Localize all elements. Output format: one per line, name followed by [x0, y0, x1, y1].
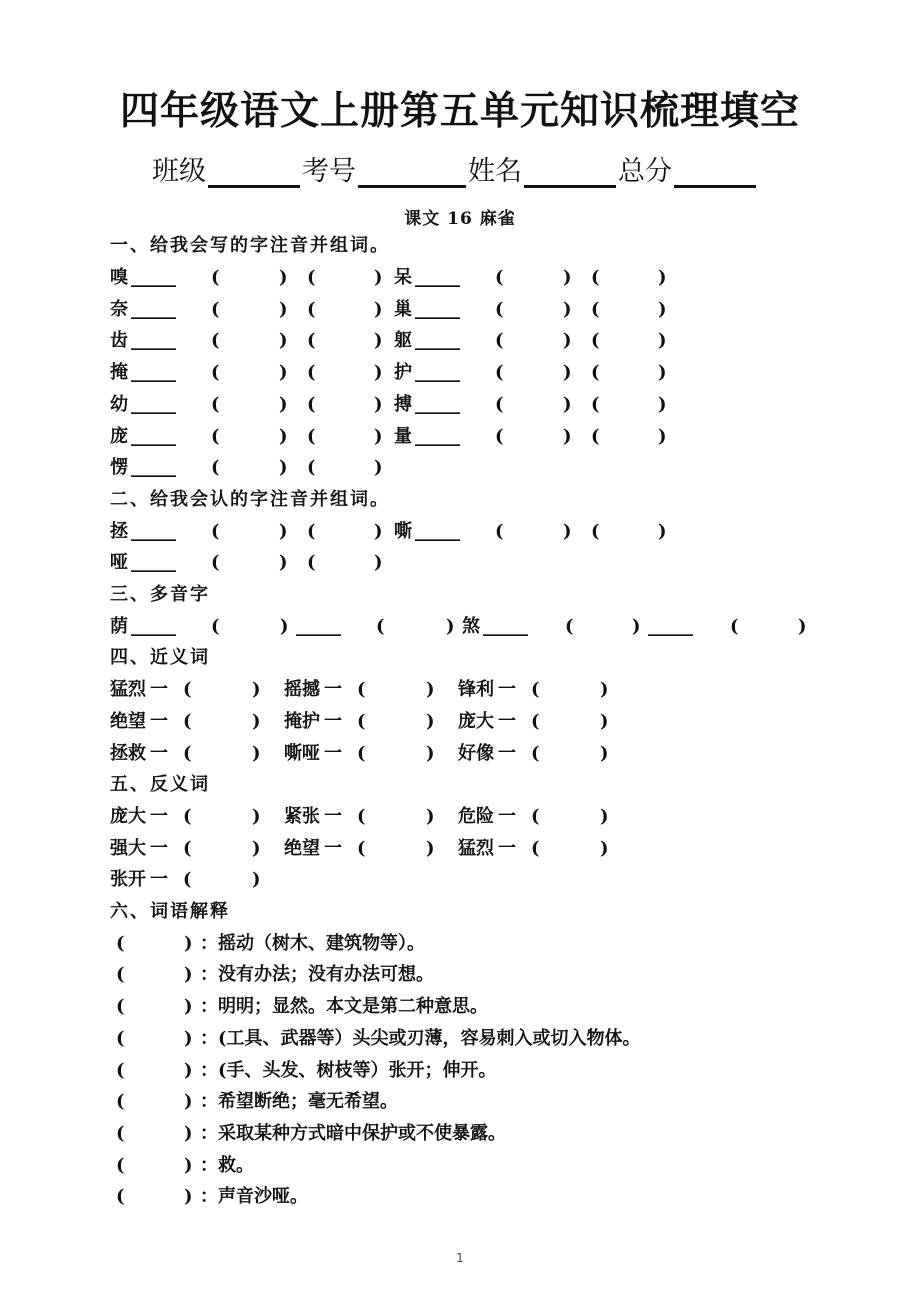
answer-blank-open[interactable]: ( — [531, 805, 540, 827]
character: 奈 — [110, 298, 128, 320]
answer-blank-open[interactable]: ( — [357, 805, 366, 827]
term-blank-open[interactable]: ( — [116, 1186, 125, 1208]
word-blank-close[interactable]: ) — [374, 520, 383, 542]
section-title: 三、多音字 — [110, 584, 210, 605]
word: 锋利 — [458, 679, 494, 701]
answer-blank-open[interactable]: ( — [531, 679, 540, 701]
answer-blank-open[interactable]: ( — [357, 679, 366, 701]
word-blank-open[interactable]: ( — [307, 520, 316, 542]
answer-blank-open[interactable]: ( — [357, 742, 366, 764]
name-label: 姓名 — [468, 156, 522, 187]
class-blank[interactable] — [208, 155, 300, 188]
answer-blank-close[interactable]: ) — [252, 710, 261, 732]
character: 躯 — [394, 330, 412, 352]
answer-blank-open[interactable]: ( — [183, 710, 192, 732]
word-blank-close[interactable]: ) — [563, 393, 572, 415]
exam-number-blank[interactable] — [358, 155, 466, 188]
word-blank-open[interactable]: ( — [211, 393, 220, 415]
answer-blank-open[interactable]: ( — [183, 869, 192, 891]
word-blank-close[interactable]: ) — [279, 393, 288, 415]
character: 巢 — [394, 298, 412, 320]
character: 护 — [394, 362, 412, 384]
term-blank-close[interactable]: ) — [184, 1027, 193, 1049]
word-blank-open[interactable]: ( — [495, 267, 504, 288]
answer-blank-open[interactable]: ( — [183, 805, 192, 827]
page-number: 1 — [456, 1251, 464, 1265]
answer-blank-close[interactable]: ) — [600, 805, 609, 827]
word-blank-close[interactable]: ) — [563, 298, 572, 320]
dash: 一 — [324, 710, 342, 732]
answer-blank-open[interactable]: ( — [357, 710, 366, 732]
word-blank-open[interactable]: ( — [591, 393, 600, 415]
total-score-label: 总分 — [618, 156, 672, 187]
character: 荫 — [110, 615, 128, 637]
word-blank-close[interactable]: ) — [658, 330, 667, 352]
pinyin-blank[interactable]: _____ — [131, 552, 176, 574]
pinyin-blank[interactable]: _____ — [415, 520, 460, 542]
character: 搏 — [394, 393, 412, 415]
definition-text: ：救。 — [200, 1154, 254, 1176]
word-blank-close[interactable]: ) — [563, 330, 572, 352]
name-blank[interactable] — [524, 155, 616, 188]
word: 张开 — [110, 869, 146, 891]
word: 紧张 — [284, 805, 320, 827]
word-blank-close[interactable]: ) — [563, 267, 572, 288]
dash: 一 — [498, 805, 516, 827]
pinyin-blank[interactable]: _____ — [415, 267, 460, 288]
word-blank-open[interactable]: ( — [495, 330, 504, 352]
word-blank-open[interactable]: ( — [307, 425, 316, 447]
word-blank-close[interactable]: ) — [374, 552, 383, 574]
word-blank-close[interactable]: ) — [279, 520, 288, 542]
class-label: 班级 — [152, 156, 206, 187]
pinyin-blank[interactable]: _____ — [296, 615, 341, 637]
word-blank-open[interactable]: ( — [591, 362, 600, 384]
pinyin-blank[interactable]: _____ — [415, 393, 460, 415]
word: 强大 — [110, 837, 146, 859]
page-title: 四年级语文上册第五单元知识梳理填空 — [119, 89, 800, 134]
answer-blank-close[interactable]: ) — [426, 710, 435, 732]
term-blank-open[interactable]: ( — [116, 932, 125, 954]
definition-text: ：声音沙哑。 — [200, 1186, 308, 1208]
word: 摇撼 — [284, 679, 320, 701]
term-blank-close[interactable]: ) — [184, 964, 193, 986]
word-blank-open[interactable]: ( — [591, 298, 600, 320]
character: 齿 — [110, 330, 128, 352]
word-blank-open[interactable]: ( — [591, 267, 600, 288]
character: 庞 — [110, 425, 128, 447]
dash: 一 — [324, 837, 342, 859]
answer-blank-close[interactable]: ) — [252, 679, 261, 701]
word: 庞大 — [458, 710, 494, 732]
definition-text: ：(手、头发、树枝等）张开；伸开。 — [200, 1059, 497, 1081]
term-blank-close[interactable]: ) — [184, 1186, 193, 1208]
total-score-blank[interactable] — [674, 155, 756, 188]
word-blank-close[interactable]: ) — [658, 393, 667, 415]
character: 嘶 — [394, 520, 412, 542]
dash: 一 — [150, 679, 168, 701]
word: 拯救 — [110, 742, 146, 764]
section-title: 六、词语解释 — [110, 901, 230, 922]
word-blank-open[interactable]: ( — [211, 552, 220, 574]
pinyin-blank[interactable]: _____ — [131, 393, 176, 415]
word-blank-close[interactable]: ) — [374, 457, 383, 479]
exam-number-label: 考号 — [302, 156, 356, 187]
word-blank-open[interactable]: ( — [495, 298, 504, 320]
word-blank-close[interactable]: ) — [658, 298, 667, 320]
word-blank-open[interactable]: ( — [730, 615, 739, 637]
character: 呆 — [394, 267, 412, 288]
word-blank-open[interactable]: ( — [307, 330, 316, 352]
word-blank-close[interactable]: ) — [563, 520, 572, 542]
dash: 一 — [498, 710, 516, 732]
definition-text: ：采取某种方式暗中保护或不使暴露。 — [200, 1122, 506, 1144]
word-blank-open[interactable]: ( — [307, 457, 316, 479]
dash: 一 — [150, 710, 168, 732]
word-blank-close[interactable]: ) — [658, 362, 667, 384]
word-blank-open[interactable]: ( — [307, 298, 316, 320]
pinyin-blank[interactable]: _____ — [131, 330, 176, 352]
word-blank-close[interactable]: ) — [374, 267, 383, 288]
word: 绝望 — [110, 710, 146, 732]
dash: 一 — [324, 805, 342, 827]
term-blank-close[interactable]: ) — [184, 1122, 193, 1144]
word: 庞大 — [110, 805, 146, 827]
answer-blank-close[interactable]: ) — [252, 869, 261, 891]
word-blank-close[interactable]: ) — [798, 615, 807, 637]
word-blank-close[interactable]: ) — [374, 393, 383, 415]
character: 嗅 — [110, 267, 128, 288]
word-blank-close[interactable]: ) — [280, 615, 289, 637]
dash: 一 — [324, 742, 342, 764]
pinyin-blank[interactable]: _____ — [131, 457, 176, 479]
pinyin-blank[interactable]: _____ — [131, 425, 176, 447]
answer-blank-close[interactable]: ) — [426, 837, 435, 859]
word-blank-open[interactable]: ( — [307, 267, 316, 288]
word-blank-close[interactable]: ) — [279, 457, 288, 479]
word-blank-open[interactable]: ( — [211, 457, 220, 479]
character: 煞 — [462, 615, 480, 637]
dash: 一 — [498, 837, 516, 859]
term-blank-close[interactable]: ) — [184, 1091, 193, 1113]
answer-blank-close[interactable]: ) — [600, 837, 609, 859]
answer-blank-close[interactable]: ) — [600, 742, 609, 764]
word-blank-open[interactable]: ( — [565, 615, 574, 637]
definition-text: ：没有办法；没有办法可想。 — [200, 964, 434, 986]
dash: 一 — [150, 805, 168, 827]
section-title: 四、近义词 — [110, 647, 210, 669]
word-blank-open[interactable]: ( — [591, 330, 600, 352]
answer-blank-close[interactable]: ) — [426, 742, 435, 764]
word-blank-open[interactable]: ( — [591, 520, 600, 542]
dash: 一 — [324, 679, 342, 701]
word-blank-close[interactable]: ) — [658, 520, 667, 542]
answer-blank-close[interactable]: ) — [426, 679, 435, 701]
answer-blank-open[interactable]: ( — [531, 742, 540, 764]
answer-blank-open[interactable]: ( — [357, 837, 366, 859]
term-blank-close[interactable]: ) — [184, 1154, 193, 1176]
word-blank-close[interactable]: ) — [279, 552, 288, 574]
word: 掩护 — [284, 710, 320, 732]
answer-blank-open[interactable]: ( — [531, 710, 540, 732]
pinyin-blank[interactable]: _____ — [131, 520, 176, 542]
word-blank-close[interactable]: ) — [632, 615, 641, 637]
word-blank-close[interactable]: ) — [374, 330, 383, 352]
word: 绝望 — [284, 837, 320, 859]
word-blank-open[interactable]: ( — [376, 615, 385, 637]
character: 量 — [394, 425, 412, 447]
word-blank-close[interactable]: ) — [279, 330, 288, 352]
word: 危险 — [458, 805, 494, 827]
answer-blank-close[interactable]: ) — [252, 837, 261, 859]
answer-blank-open[interactable]: ( — [183, 679, 192, 701]
definition-text: ：(工具、武器等）头尖或刃薄，容易刺入或切入物体。 — [200, 1027, 641, 1049]
word-blank-close[interactable]: ) — [374, 362, 383, 384]
word-blank-open[interactable]: ( — [211, 520, 220, 542]
word-blank-close[interactable]: ) — [279, 298, 288, 320]
character: 幼 — [110, 393, 128, 415]
pinyin-blank[interactable]: _____ — [415, 330, 460, 352]
term-blank-open[interactable]: ( — [116, 1027, 125, 1049]
answer-blank-close[interactable]: ) — [426, 805, 435, 827]
answer-blank-close[interactable]: ) — [252, 805, 261, 827]
answer-blank-close[interactable]: ) — [600, 679, 609, 701]
word-blank-open[interactable]: ( — [211, 267, 220, 288]
word-blank-open[interactable]: ( — [307, 362, 316, 384]
word-blank-open[interactable]: ( — [211, 425, 220, 447]
word-blank-close[interactable]: ) — [374, 425, 383, 447]
definition-text: ：摇动（树木、建筑物等）。 — [200, 932, 425, 954]
word: 好像 — [458, 742, 494, 764]
word-blank-close[interactable]: ) — [279, 425, 288, 447]
definition-text: ：明明；显然。本文是第二种意思。 — [200, 996, 488, 1018]
term-blank-open[interactable]: ( — [116, 1059, 125, 1081]
term-blank-open[interactable]: ( — [116, 1154, 125, 1176]
term-blank-close[interactable]: ) — [184, 1059, 193, 1081]
dash: 一 — [498, 679, 516, 701]
word: 猛烈 — [458, 837, 494, 859]
character: 愣 — [110, 457, 128, 479]
term-blank-open[interactable]: ( — [116, 964, 125, 986]
answer-blank-close[interactable]: ) — [252, 742, 261, 764]
word-blank-open[interactable]: ( — [495, 520, 504, 542]
word-blank-close[interactable]: ) — [446, 615, 455, 637]
character: 哑 — [110, 552, 128, 574]
word-blank-open[interactable]: ( — [211, 615, 220, 637]
pinyin-blank[interactable]: _____ — [648, 615, 693, 637]
word-blank-open[interactable]: ( — [307, 393, 316, 415]
word-blank-open[interactable]: ( — [591, 425, 600, 447]
term-blank-open[interactable]: ( — [116, 1122, 125, 1144]
term-blank-open[interactable]: ( — [116, 996, 125, 1018]
term-blank-close[interactable]: ) — [184, 996, 193, 1018]
pinyin-blank[interactable]: _____ — [415, 425, 460, 447]
pinyin-blank[interactable]: _____ — [131, 298, 176, 320]
word: 嘶哑 — [284, 742, 320, 764]
word-blank-open[interactable]: ( — [211, 298, 220, 320]
section-title: 一、给我会写的字注音并组词。 — [110, 235, 390, 257]
dash: 一 — [498, 742, 516, 764]
word-blank-close[interactable]: ) — [563, 362, 572, 384]
dash: 一 — [150, 742, 168, 764]
section-title: 二、给我会认的字注音并组词。 — [110, 488, 390, 510]
word-blank-close[interactable]: ) — [658, 425, 667, 447]
answer-blank-open[interactable]: ( — [531, 837, 540, 859]
pinyin-blank[interactable]: _____ — [483, 615, 528, 637]
term-blank-open[interactable]: ( — [116, 1091, 125, 1113]
definition-text: ：希望断绝；毫无希望。 — [200, 1091, 398, 1113]
student-info-row — [152, 148, 758, 188]
pinyin-blank[interactable]: _____ — [131, 615, 176, 637]
word-blank-close[interactable]: ) — [563, 425, 572, 447]
word-blank-open[interactable]: ( — [211, 362, 220, 384]
word-blank-open[interactable]: ( — [307, 552, 316, 574]
section-title: 五、反义词 — [110, 774, 210, 796]
pinyin-blank[interactable]: _____ — [415, 362, 460, 384]
word-blank-open[interactable]: ( — [211, 330, 220, 352]
pinyin-blank[interactable]: _____ — [131, 362, 176, 384]
answer-blank-open[interactable]: ( — [183, 837, 192, 859]
pinyin-blank[interactable]: _____ — [131, 267, 176, 288]
word-blank-open[interactable]: ( — [495, 425, 504, 447]
lesson-heading: 课文 16 麻雀 — [404, 209, 516, 229]
pinyin-blank[interactable]: _____ — [415, 298, 460, 320]
character: 拯 — [110, 520, 128, 542]
word-blank-close[interactable]: ) — [374, 298, 383, 320]
answer-blank-close[interactable]: ) — [600, 710, 609, 732]
word-blank-close[interactable]: ) — [279, 267, 288, 288]
character: 掩 — [110, 362, 128, 384]
term-blank-close[interactable]: ) — [184, 932, 193, 954]
word-blank-open[interactable]: ( — [495, 362, 504, 384]
word: 猛烈 — [110, 679, 146, 701]
word-blank-close[interactable]: ) — [279, 362, 288, 384]
dash: 一 — [150, 837, 168, 859]
word-blank-close[interactable]: ) — [658, 267, 667, 288]
answer-blank-open[interactable]: ( — [183, 742, 192, 764]
word-blank-open[interactable]: ( — [495, 393, 504, 415]
dash: 一 — [150, 869, 168, 891]
